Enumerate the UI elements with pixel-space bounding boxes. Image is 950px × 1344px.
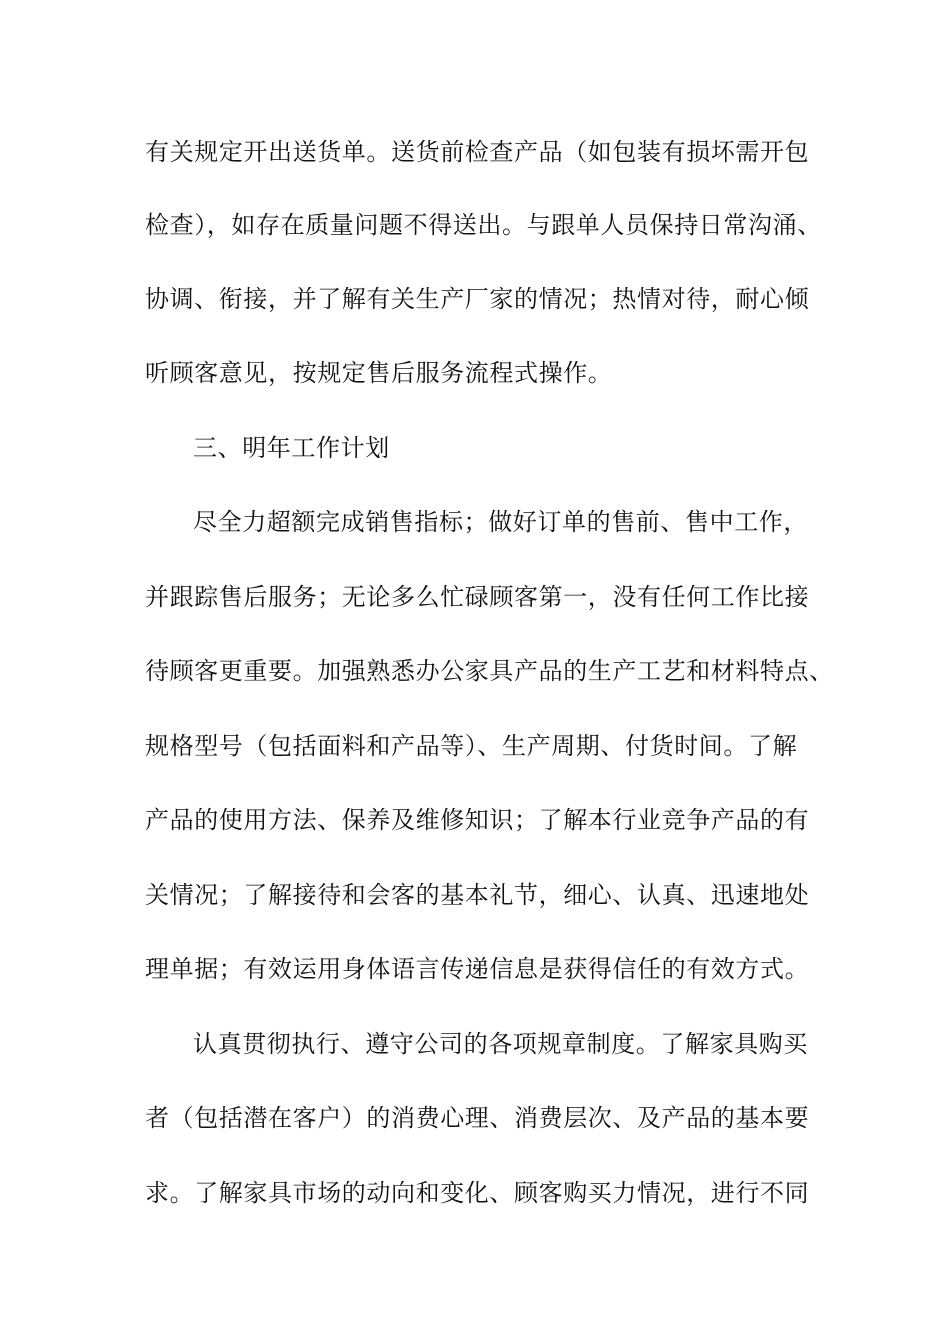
text-line: 并跟踪售后服务；无论多么忙碌顾客第一，没有任何工作比接 — [145, 583, 810, 611]
text-line: 尽全力超额完成销售指标；做好订单的售前、售中工作， — [193, 508, 808, 536]
text-line: 有关规定开出送货单。送货前检查产品（如包装有损坏需开包 — [145, 138, 810, 166]
text-line: 认真贯彻执行、遵守公司的各项规章制度。了解家具购买 — [193, 1030, 808, 1058]
section-heading: 三、明年工作计划 — [193, 434, 390, 462]
text-line: 协调、衔接，并了解有关生产厂家的情况；热情对待，耐心倾 — [145, 285, 810, 313]
text-line: 关情况；了解接待和会客的基本礼节，细心、认真、迅速地处 — [145, 881, 810, 909]
text-line: 规格型号（包括面料和产品等）、生产周期、付货时间。了解 — [145, 732, 798, 760]
text-line: 检查），如存在质量问题不得送出。与跟单人员保持日常沟涌、 — [145, 211, 822, 239]
text-line: 产品的使用方法、保养及维修知识；了解本行业竞争产品的有 — [145, 806, 810, 834]
text-line: 听顾客意见，按规定售后服务流程式操作。 — [145, 359, 613, 387]
text-line: 者（包括潜在客户）的消费心理、消费层次、及产品的基本要 — [145, 1104, 810, 1132]
text-line: 求。了解家具市场的动向和变化、顾客购买力情况，进行不同 — [145, 1179, 810, 1207]
text-line: 待顾客更重要。加强熟悉办公家具产品的生产工艺和材料特点、 — [145, 657, 834, 685]
text-line: 理单据；有效运用身体语言传递信息是获得信任的有效方式。 — [145, 955, 810, 983]
